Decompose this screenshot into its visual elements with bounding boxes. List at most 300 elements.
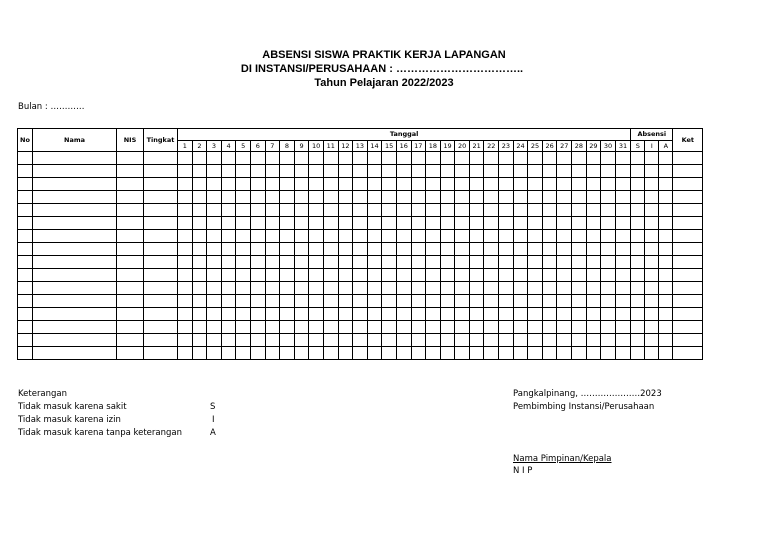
table-cell: [367, 178, 382, 191]
table-cell: [426, 178, 441, 191]
table-cell: [353, 334, 368, 347]
table-cell: [631, 217, 645, 230]
table-cell: [411, 295, 426, 308]
table-cell: [178, 282, 193, 295]
table-cell: [236, 347, 251, 360]
table-cell: [207, 165, 222, 178]
table-cell: [294, 217, 309, 230]
table-cell: [207, 256, 222, 269]
table-cell: [659, 295, 673, 308]
table-cell: [294, 321, 309, 334]
table-cell: [323, 334, 338, 347]
table-cell: [294, 204, 309, 217]
table-cell: [192, 347, 207, 360]
table-cell: [572, 204, 587, 217]
table-cell: [265, 191, 280, 204]
table-cell: [33, 334, 117, 347]
table-cell: [33, 321, 117, 334]
table-cell: [309, 308, 324, 321]
absensi-code-header: A: [659, 141, 673, 152]
table-cell: [411, 243, 426, 256]
table-cell: [645, 243, 659, 256]
table-cell: [221, 204, 236, 217]
table-cell: [499, 295, 514, 308]
table-cell: [659, 321, 673, 334]
table-cell: [426, 334, 441, 347]
table-cell: [236, 165, 251, 178]
table-cell: [659, 256, 673, 269]
absensi-code-header: S: [631, 141, 645, 152]
table-cell: [513, 321, 528, 334]
table-cell: [117, 152, 144, 165]
table-cell: [557, 295, 572, 308]
table-cell: [426, 269, 441, 282]
table-cell: [309, 347, 324, 360]
table-cell: [601, 269, 616, 282]
day-header: 12: [338, 141, 353, 152]
table-cell: [659, 178, 673, 191]
table-cell: [353, 269, 368, 282]
table-cell: [178, 191, 193, 204]
table-cell: [586, 191, 601, 204]
table-cell: [236, 152, 251, 165]
table-cell: [659, 230, 673, 243]
table-cell: [323, 347, 338, 360]
table-cell: [513, 152, 528, 165]
table-cell: [631, 243, 645, 256]
table-cell: [645, 347, 659, 360]
table-cell: [396, 308, 411, 321]
table-cell: [192, 243, 207, 256]
table-cell: [557, 243, 572, 256]
table-cell: [207, 295, 222, 308]
table-cell: [411, 217, 426, 230]
table-cell: [601, 191, 616, 204]
table-cell: [572, 334, 587, 347]
table-cell: [265, 152, 280, 165]
table-cell: [207, 243, 222, 256]
table-cell: [382, 269, 397, 282]
table-cell: [265, 321, 280, 334]
table-cell: [192, 269, 207, 282]
table-cell: [265, 230, 280, 243]
table-cell: [499, 308, 514, 321]
table-cell: [528, 282, 543, 295]
table-cell: [192, 295, 207, 308]
table-cell: [338, 334, 353, 347]
table-cell: [673, 178, 703, 191]
table-cell: [382, 204, 397, 217]
table-cell: [659, 217, 673, 230]
table-cell: [294, 269, 309, 282]
table-cell: [601, 321, 616, 334]
table-cell: [207, 334, 222, 347]
table-cell: [309, 269, 324, 282]
table-cell: [513, 334, 528, 347]
table-cell: [353, 152, 368, 165]
table-cell: [367, 204, 382, 217]
table-cell: [631, 321, 645, 334]
table-cell: [396, 191, 411, 204]
legend-label-alpa: Tidak masuk karena tanpa keterangan: [18, 428, 182, 438]
table-row: [18, 321, 703, 334]
table-cell: [280, 347, 295, 360]
table-cell: [309, 243, 324, 256]
table-cell: [484, 243, 499, 256]
table-cell: [615, 334, 630, 347]
table-cell: [18, 347, 33, 360]
table-cell: [469, 217, 484, 230]
table-cell: [236, 243, 251, 256]
table-cell: [396, 243, 411, 256]
table-cell: [513, 191, 528, 204]
table-cell: [382, 334, 397, 347]
table-cell: [586, 282, 601, 295]
table-cell: [117, 230, 144, 243]
table-cell: [542, 321, 557, 334]
table-cell: [572, 269, 587, 282]
table-cell: [586, 256, 601, 269]
table-cell: [601, 178, 616, 191]
table-cell: [557, 204, 572, 217]
table-cell: [586, 347, 601, 360]
table-cell: [411, 204, 426, 217]
legend-label-sakit: Tidak masuk karena sakit: [18, 402, 127, 412]
table-cell: [455, 269, 470, 282]
table-cell: [382, 152, 397, 165]
table-cell: [309, 191, 324, 204]
table-cell: [250, 191, 265, 204]
table-cell: [440, 334, 455, 347]
table-cell: [631, 334, 645, 347]
table-cell: [645, 269, 659, 282]
table-cell: [178, 165, 193, 178]
table-row: [18, 204, 703, 217]
table-cell: [117, 217, 144, 230]
day-header: 31: [615, 141, 630, 152]
table-cell: [221, 256, 236, 269]
table-cell: [528, 347, 543, 360]
table-cell: [192, 230, 207, 243]
table-cell: [601, 256, 616, 269]
table-cell: [309, 152, 324, 165]
table-cell: [117, 334, 144, 347]
table-cell: [144, 347, 178, 360]
table-cell: [192, 178, 207, 191]
table-cell: [18, 152, 33, 165]
table-cell: [469, 308, 484, 321]
table-cell: [144, 165, 178, 178]
table-cell: [557, 178, 572, 191]
table-cell: [265, 269, 280, 282]
table-cell: [236, 321, 251, 334]
table-cell: [601, 152, 616, 165]
table-cell: [309, 334, 324, 347]
table-cell: [144, 152, 178, 165]
table-cell: [659, 243, 673, 256]
day-header: 2: [192, 141, 207, 152]
table-cell: [117, 191, 144, 204]
table-cell: [207, 269, 222, 282]
table-cell: [367, 347, 382, 360]
table-cell: [33, 152, 117, 165]
table-cell: [144, 204, 178, 217]
table-cell: [221, 282, 236, 295]
table-cell: [411, 191, 426, 204]
table-cell: [484, 256, 499, 269]
table-cell: [411, 256, 426, 269]
table-cell: [440, 269, 455, 282]
table-cell: [18, 295, 33, 308]
table-cell: [411, 178, 426, 191]
table-cell: [469, 191, 484, 204]
table-cell: [353, 282, 368, 295]
table-cell: [572, 243, 587, 256]
table-cell: [396, 217, 411, 230]
table-cell: [659, 204, 673, 217]
table-cell: [426, 321, 441, 334]
table-cell: [294, 282, 309, 295]
table-cell: [294, 165, 309, 178]
table-cell: [33, 282, 117, 295]
table-cell: [426, 282, 441, 295]
table-cell: [659, 191, 673, 204]
table-cell: [221, 243, 236, 256]
header-nis: NIS: [117, 129, 144, 152]
table-cell: [221, 347, 236, 360]
table-cell: [455, 204, 470, 217]
table-cell: [192, 308, 207, 321]
table-cell: [265, 256, 280, 269]
day-header: 18: [426, 141, 441, 152]
table-cell: [144, 269, 178, 282]
table-cell: [572, 256, 587, 269]
table-cell: [484, 178, 499, 191]
table-cell: [396, 295, 411, 308]
table-cell: [18, 321, 33, 334]
table-cell: [528, 334, 543, 347]
table-cell: [645, 152, 659, 165]
day-header: 23: [499, 141, 514, 152]
table-cell: [338, 308, 353, 321]
table-cell: [236, 230, 251, 243]
table-cell: [33, 178, 117, 191]
table-cell: [280, 178, 295, 191]
table-cell: [117, 308, 144, 321]
table-cell: [586, 321, 601, 334]
table-cell: [367, 165, 382, 178]
table-cell: [18, 204, 33, 217]
table-cell: [192, 204, 207, 217]
table-cell: [586, 308, 601, 321]
table-cell: [572, 191, 587, 204]
table-cell: [18, 191, 33, 204]
table-cell: [673, 256, 703, 269]
table-cell: [236, 191, 251, 204]
table-row: [18, 269, 703, 282]
table-cell: [221, 295, 236, 308]
table-cell: [221, 191, 236, 204]
table-cell: [323, 217, 338, 230]
table-cell: [294, 347, 309, 360]
table-cell: [513, 165, 528, 178]
table-cell: [440, 217, 455, 230]
table-cell: [144, 308, 178, 321]
table-cell: [455, 282, 470, 295]
table-cell: [178, 217, 193, 230]
table-cell: [426, 347, 441, 360]
table-cell: [33, 165, 117, 178]
table-cell: [338, 152, 353, 165]
table-cell: [250, 204, 265, 217]
header-nama: Nama: [33, 129, 117, 152]
day-header: 29: [586, 141, 601, 152]
table-cell: [338, 230, 353, 243]
table-cell: [673, 282, 703, 295]
table-cell: [499, 334, 514, 347]
table-cell: [455, 178, 470, 191]
table-cell: [144, 191, 178, 204]
table-cell: [18, 269, 33, 282]
day-header: 20: [455, 141, 470, 152]
table-cell: [367, 282, 382, 295]
header-tingkat: Tingkat: [144, 129, 178, 152]
table-cell: [513, 282, 528, 295]
table-cell: [572, 295, 587, 308]
table-cell: [33, 191, 117, 204]
table-cell: [499, 282, 514, 295]
signature-nip: N I P: [513, 466, 533, 476]
table-cell: [631, 269, 645, 282]
table-cell: [601, 165, 616, 178]
table-row: [18, 282, 703, 295]
table-cell: [484, 165, 499, 178]
table-cell: [33, 295, 117, 308]
table-cell: [645, 282, 659, 295]
table-cell: [178, 334, 193, 347]
table-cell: [586, 165, 601, 178]
table-cell: [250, 165, 265, 178]
table-cell: [586, 178, 601, 191]
table-cell: [586, 217, 601, 230]
table-cell: [144, 230, 178, 243]
table-cell: [499, 178, 514, 191]
table-cell: [338, 165, 353, 178]
table-cell: [178, 243, 193, 256]
table-cell: [440, 230, 455, 243]
table-cell: [338, 191, 353, 204]
table-cell: [440, 308, 455, 321]
table-cell: [615, 191, 630, 204]
table-cell: [586, 334, 601, 347]
table-cell: [192, 256, 207, 269]
table-cell: [440, 178, 455, 191]
table-cell: [601, 282, 616, 295]
table-cell: [280, 230, 295, 243]
table-cell: [367, 308, 382, 321]
table-cell: [294, 152, 309, 165]
table-cell: [645, 321, 659, 334]
attendance-table: [17, 128, 703, 360]
table-cell: [557, 282, 572, 295]
table-cell: [294, 308, 309, 321]
table-cell: [207, 152, 222, 165]
table-cell: [426, 295, 441, 308]
day-header: 21: [469, 141, 484, 152]
table-cell: [469, 243, 484, 256]
table-cell: [469, 230, 484, 243]
table-cell: [353, 308, 368, 321]
table-cell: [513, 269, 528, 282]
table-header-row: [18, 129, 703, 141]
table-cell: [645, 230, 659, 243]
table-cell: [557, 165, 572, 178]
table-row: [18, 308, 703, 321]
table-cell: [117, 256, 144, 269]
table-cell: [221, 217, 236, 230]
table-cell: [513, 230, 528, 243]
table-cell: [192, 321, 207, 334]
table-cell: [250, 295, 265, 308]
table-cell: [586, 295, 601, 308]
table-cell: [631, 165, 645, 178]
table-cell: [645, 217, 659, 230]
table-cell: [572, 230, 587, 243]
table-cell: [207, 191, 222, 204]
table-cell: [601, 217, 616, 230]
table-cell: [499, 152, 514, 165]
table-cell: [353, 191, 368, 204]
header-absensi: Absensi: [631, 129, 673, 141]
table-cell: [353, 295, 368, 308]
table-cell: [542, 269, 557, 282]
table-cell: [673, 295, 703, 308]
table-cell: [659, 308, 673, 321]
table-cell: [323, 243, 338, 256]
table-cell: [178, 230, 193, 243]
table-cell: [615, 230, 630, 243]
table-cell: [542, 217, 557, 230]
table-cell: [499, 230, 514, 243]
table-cell: [117, 295, 144, 308]
table-cell: [542, 230, 557, 243]
table-cell: [250, 321, 265, 334]
table-cell: [528, 217, 543, 230]
table-cell: [615, 321, 630, 334]
table-cell: [601, 204, 616, 217]
table-cell: [557, 308, 572, 321]
day-header: 8: [280, 141, 295, 152]
table-cell: [601, 243, 616, 256]
table-cell: [426, 308, 441, 321]
table-cell: [615, 217, 630, 230]
table-cell: [572, 165, 587, 178]
table-cell: [382, 178, 397, 191]
table-row: [18, 347, 703, 360]
table-cell: [499, 347, 514, 360]
table-cell: [18, 334, 33, 347]
table-cell: [557, 152, 572, 165]
table-cell: [426, 243, 441, 256]
table-cell: [645, 308, 659, 321]
table-cell: [144, 321, 178, 334]
table-cell: [645, 165, 659, 178]
table-cell: [615, 347, 630, 360]
table-cell: [601, 347, 616, 360]
table-cell: [250, 308, 265, 321]
signature-name: Nama Pimpinan/Kepala: [513, 454, 612, 464]
table-cell: [528, 256, 543, 269]
